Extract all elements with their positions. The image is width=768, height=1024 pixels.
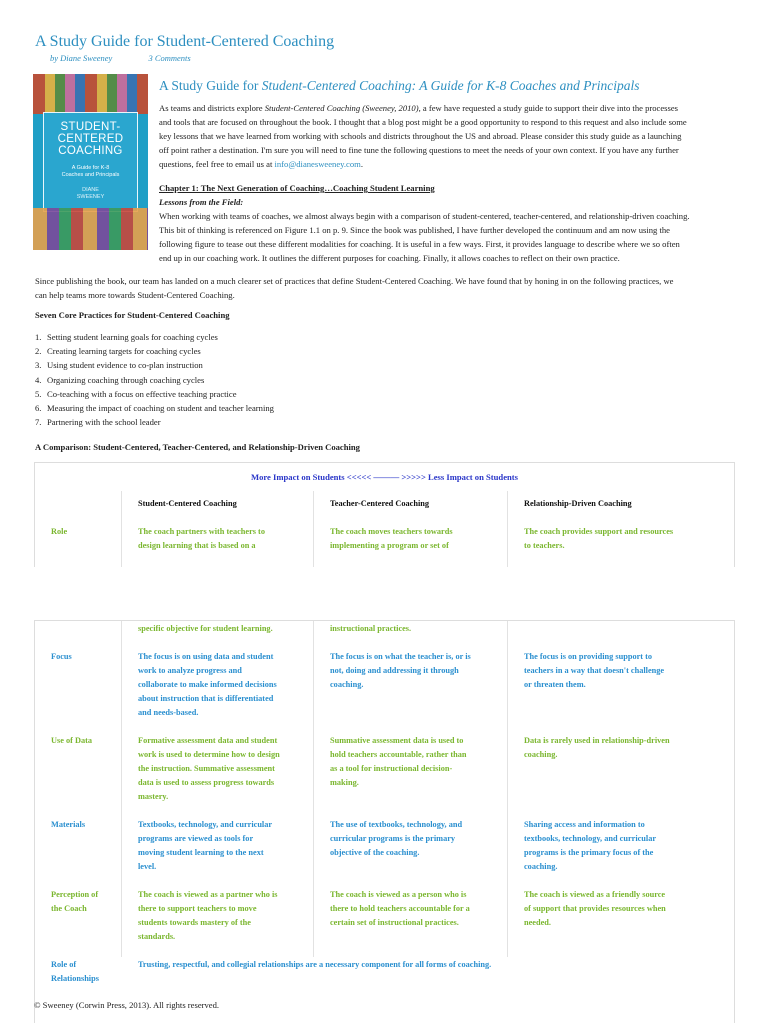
cover-author bbox=[44, 187, 137, 201]
cell-line: The coach moves teachers towards bbox=[330, 527, 453, 536]
lessons-heading: Lessons from the Field: bbox=[159, 197, 244, 207]
cell-line: Formative assessment data and student bbox=[138, 736, 278, 745]
since-paragraph bbox=[35, 274, 673, 302]
cell-line: there to support teachers to move bbox=[138, 904, 257, 913]
cell-line: certain set of instructional practices. bbox=[330, 918, 459, 927]
perception-relationship-driven bbox=[524, 888, 666, 930]
cell-line: The coach is viewed as a partner who is bbox=[138, 890, 278, 899]
practice-item bbox=[35, 415, 274, 429]
cell-line: standards. bbox=[138, 932, 176, 941]
cell-line: The coach is viewed as a person who is bbox=[330, 890, 467, 899]
cell-line: not, doing and addressing it through bbox=[330, 666, 459, 675]
practice-text: Organizing coaching through coaching cycles bbox=[47, 374, 205, 385]
cover-author-line: DIANE bbox=[82, 187, 99, 193]
cover-title-panel bbox=[43, 112, 138, 212]
cover-subtitle-line: A Guide for K-8 bbox=[71, 165, 110, 171]
practice-number: 4. bbox=[35, 374, 42, 385]
email-link[interactable]: info@dianesweeney.com bbox=[274, 159, 361, 169]
practice-number: 2. bbox=[35, 346, 42, 357]
cell-line: curricular programs is the primary bbox=[330, 834, 456, 843]
intro-text: . bbox=[360, 159, 363, 169]
since-line: can help teams more towards Student-Centered Coaching. bbox=[35, 290, 235, 300]
since-line: Since publishing the book, our team has landed on a much clearer set of practices that define Student-Centered Coaching. We have found that by honing in on the following practices, we bbox=[35, 276, 674, 286]
cell-line: The focus is on using data and student bbox=[138, 652, 274, 661]
intro-text: , a few have requested a study guide to support their dive into the processes bbox=[418, 103, 679, 113]
cover-title-line: CENTERED bbox=[57, 133, 124, 145]
practice-text: Creating learning targets for coaching cycles bbox=[47, 346, 201, 357]
cell-line: implementing a program or set of bbox=[330, 541, 449, 550]
subtitle-prefix: A Study Guide for bbox=[159, 78, 262, 93]
row-label-materials: Materials bbox=[51, 820, 86, 829]
practice-item bbox=[35, 373, 274, 387]
cover-photo-strip-top bbox=[33, 74, 148, 114]
book-cover-image bbox=[33, 74, 148, 250]
cell-line: Perception of bbox=[51, 890, 99, 899]
role-student-centered bbox=[138, 525, 265, 553]
lessons-line: following figure to tease out these different modalities for coaching. It is useful in a few ways. First, it provides language to describe where we so often bbox=[159, 239, 680, 249]
materials-teacher-centered bbox=[330, 818, 462, 860]
cover-photo-strip-bottom bbox=[33, 208, 148, 250]
focus-relationship-driven bbox=[524, 650, 664, 692]
column-header-relationship-driven: Relationship-Driven Coaching bbox=[524, 499, 632, 508]
comparison-table-bottom bbox=[34, 620, 735, 1023]
cover-author-line: SWEENEY bbox=[76, 194, 105, 200]
practice-text: Measuring the impact of coaching on student and teacher learning bbox=[47, 403, 274, 414]
cell-line: students towards mastery of the bbox=[138, 918, 251, 927]
cell-line: Relationships bbox=[51, 974, 99, 983]
cell-line: objective of the coaching. bbox=[330, 848, 420, 857]
cell-line: The focus is on what the teacher is, or is bbox=[330, 652, 471, 661]
practice-text: Co-teaching with a focus on effective teaching practice bbox=[47, 388, 237, 399]
role-teacher-centered bbox=[330, 525, 453, 553]
materials-student-centered bbox=[138, 818, 272, 874]
data-relationship-driven bbox=[524, 734, 670, 762]
cell-line: teachers in a way that doesn't challenge bbox=[524, 666, 665, 675]
cell-line: Data is rarely used in relationship-driven bbox=[524, 736, 670, 745]
cell-line: of support that provides resources when bbox=[524, 904, 666, 913]
practice-text: Partnering with the school leader bbox=[47, 417, 161, 428]
comparison-heading: A Comparison: Student-Centered, Teacher-Centered, and Relationship-Driven Coaching bbox=[35, 442, 360, 452]
focus-student-centered bbox=[138, 650, 277, 720]
cell-line: coaching. bbox=[524, 750, 558, 759]
cell-line: moving student learning to the next bbox=[138, 848, 264, 857]
cell-line: The coach partners with teachers to bbox=[138, 527, 265, 536]
cell-line: programs is the primary focus of the bbox=[524, 848, 654, 857]
column-divider bbox=[313, 491, 314, 567]
cover-title bbox=[44, 121, 137, 157]
materials-relationship-driven bbox=[524, 818, 656, 874]
focus-teacher-centered bbox=[330, 650, 471, 692]
cell-line: making. bbox=[330, 778, 359, 787]
row-label-role-of-relationships bbox=[51, 958, 99, 986]
impact-scale: More Impact on Students <<<<< ——— >>>>> Less Impact on Students bbox=[250, 472, 518, 482]
cover-title-line: STUDENT- bbox=[60, 121, 121, 133]
intro-line: key lessons that we have learned from working with schools and districts throughout the US and abroad. Please consider this study guide as a launching bbox=[159, 131, 682, 141]
intro-text: questions, feel free to email us at bbox=[159, 159, 275, 169]
cell-line: work is used to determine how to design bbox=[138, 750, 280, 759]
byline bbox=[50, 53, 225, 63]
cell-line: mastery. bbox=[138, 792, 169, 801]
by-prefix: by bbox=[50, 53, 61, 63]
practice-text: Using student evidence to co-plan instruction bbox=[47, 360, 203, 371]
column-divider bbox=[313, 621, 314, 957]
practice-number: 3. bbox=[35, 360, 42, 371]
cell-line: Sharing access and information to bbox=[524, 820, 645, 829]
practice-item bbox=[35, 387, 274, 401]
practice-item bbox=[35, 330, 274, 344]
copyright-note: © Sweeney (Corwin Press, 2013). All rights reserved. bbox=[34, 1000, 220, 1010]
cell-line: The focus is on providing support to bbox=[524, 652, 653, 661]
article-subtitle bbox=[159, 78, 639, 94]
comparison-table-top bbox=[34, 462, 735, 567]
cell-line: programs are viewed as tools for bbox=[138, 834, 254, 843]
cell-line: to teachers. bbox=[524, 541, 565, 550]
cell-line: the instruction. Summative assessment bbox=[138, 764, 275, 773]
cell-line: hold teachers accountable, rather than bbox=[330, 750, 467, 759]
practices-list bbox=[35, 330, 274, 429]
cell-line: coaching. bbox=[524, 862, 558, 871]
perception-teacher-centered bbox=[330, 888, 470, 930]
author-link[interactable] bbox=[50, 53, 112, 63]
data-student-centered bbox=[138, 734, 280, 804]
role-student-centered-cont: specific objective for student learning. bbox=[138, 624, 273, 633]
cell-line: Role of bbox=[51, 960, 77, 969]
cell-line: textbooks, technology, and curricular bbox=[524, 834, 657, 843]
role-relationship-driven bbox=[524, 525, 673, 553]
author-name[interactable]: Diane Sweeney bbox=[60, 53, 113, 63]
practice-item bbox=[35, 358, 274, 372]
intro-text: As teams and districts explore bbox=[159, 103, 265, 113]
row-label-perception bbox=[51, 888, 98, 916]
cell-line: there to hold teachers accountable for a bbox=[330, 904, 470, 913]
intro-line: off point rather a destination. I'm sure you will need to fine tune the following questions to meet the needs of your own context. If you have any further bbox=[159, 145, 679, 155]
column-divider bbox=[121, 621, 122, 957]
chapter-section bbox=[159, 181, 690, 265]
intro-line bbox=[159, 101, 687, 115]
cell-line: design learning that is based on a bbox=[138, 541, 256, 550]
cover-subtitle bbox=[44, 165, 137, 179]
lessons-line: end up in our coaching work. It outlines the different purposes for coaching. Finally, it allows coaches to reflect on their own practice. bbox=[159, 253, 620, 263]
cell-line: Textbooks, technology, and curricular bbox=[138, 820, 273, 829]
practice-item bbox=[35, 401, 274, 415]
intro-paragraph bbox=[159, 101, 687, 171]
cell-line: coaching. bbox=[330, 680, 364, 689]
perception-student-centered bbox=[138, 888, 278, 944]
comments-link[interactable]: 3 Comments bbox=[148, 53, 191, 63]
row-label-use-of-data: Use of Data bbox=[51, 736, 93, 745]
cover-subtitle-line: Coaches and Principals bbox=[61, 172, 120, 178]
cell-line: collaborate to make informed decisions bbox=[138, 680, 277, 689]
row-label-role: Role bbox=[51, 527, 68, 536]
chapter-heading: Chapter 1: The Next Generation of Coaching…Coaching Student Learning bbox=[159, 183, 435, 193]
intro-line: and tools that are focused on throughout the book. I thought that a blog post might be a good opportunity to respond to this request and also include some bbox=[159, 117, 687, 127]
cell-line: the Coach bbox=[51, 904, 87, 913]
cell-line: level. bbox=[138, 862, 157, 871]
practice-number: 7. bbox=[35, 417, 42, 428]
lessons-line: This bit of thinking is referenced on Figure 1.1 on p. 9. Since the book was published, I have further developed the continuum and am now using the bbox=[159, 225, 670, 235]
cell-line: The coach is viewed as a friendly source bbox=[524, 890, 666, 899]
cell-line: The coach provides support and resources bbox=[524, 527, 674, 536]
column-header-teacher-centered: Teacher-Centered Coaching bbox=[330, 499, 430, 508]
data-teacher-centered bbox=[330, 734, 467, 790]
column-divider bbox=[121, 491, 122, 567]
cell-line: or threaten them. bbox=[524, 680, 586, 689]
practice-number: 6. bbox=[35, 403, 42, 414]
column-header-student-centered: Student-Centered Coaching bbox=[138, 499, 237, 508]
cell-line: and needs-based. bbox=[138, 708, 199, 717]
relationships-all: Trusting, respectful, and collegial relationships are a necessary component for all forms of coaching. bbox=[138, 960, 492, 969]
column-divider bbox=[507, 621, 508, 957]
cell-line: about instruction that is differentiated bbox=[138, 694, 274, 703]
practice-text: Setting student learning goals for coaching cycles bbox=[47, 332, 218, 342]
cell-line: as a tool for instructional decision- bbox=[330, 764, 453, 773]
cell-line: The use of textbooks, technology, and bbox=[330, 820, 463, 829]
practice-item bbox=[35, 344, 274, 358]
practices-heading: Seven Core Practices for Student-Centered Coaching bbox=[35, 310, 230, 320]
practice-number: 5. bbox=[35, 388, 42, 399]
intro-line bbox=[159, 157, 687, 171]
subtitle-book-title: Student-Centered Coaching: A Guide for K-8 Coaches and Principals bbox=[261, 78, 640, 93]
cell-line: needed. bbox=[524, 918, 551, 927]
row-label-focus: Focus bbox=[51, 652, 72, 661]
page-title[interactable]: A Study Guide for Student-Centered Coaching bbox=[35, 33, 335, 50]
cell-line: data is used to assess progress towards bbox=[138, 778, 275, 787]
intro-citation: Student-Centered Coaching (Sweeney, 2010) bbox=[264, 103, 419, 113]
practice-number: 1. bbox=[35, 332, 42, 342]
cell-line: Summative assessment data is used to bbox=[330, 736, 464, 745]
role-teacher-centered-cont: instructional practices. bbox=[330, 624, 412, 633]
column-divider bbox=[507, 491, 508, 567]
lessons-line: When working with teams of coaches, we almost always begin with a comparison of student-centered, teacher-centered, and relationship-driven coaching. bbox=[159, 211, 690, 221]
cover-title-line: COACHING bbox=[58, 145, 123, 157]
cell-line: work to analyze progress and bbox=[138, 666, 242, 675]
